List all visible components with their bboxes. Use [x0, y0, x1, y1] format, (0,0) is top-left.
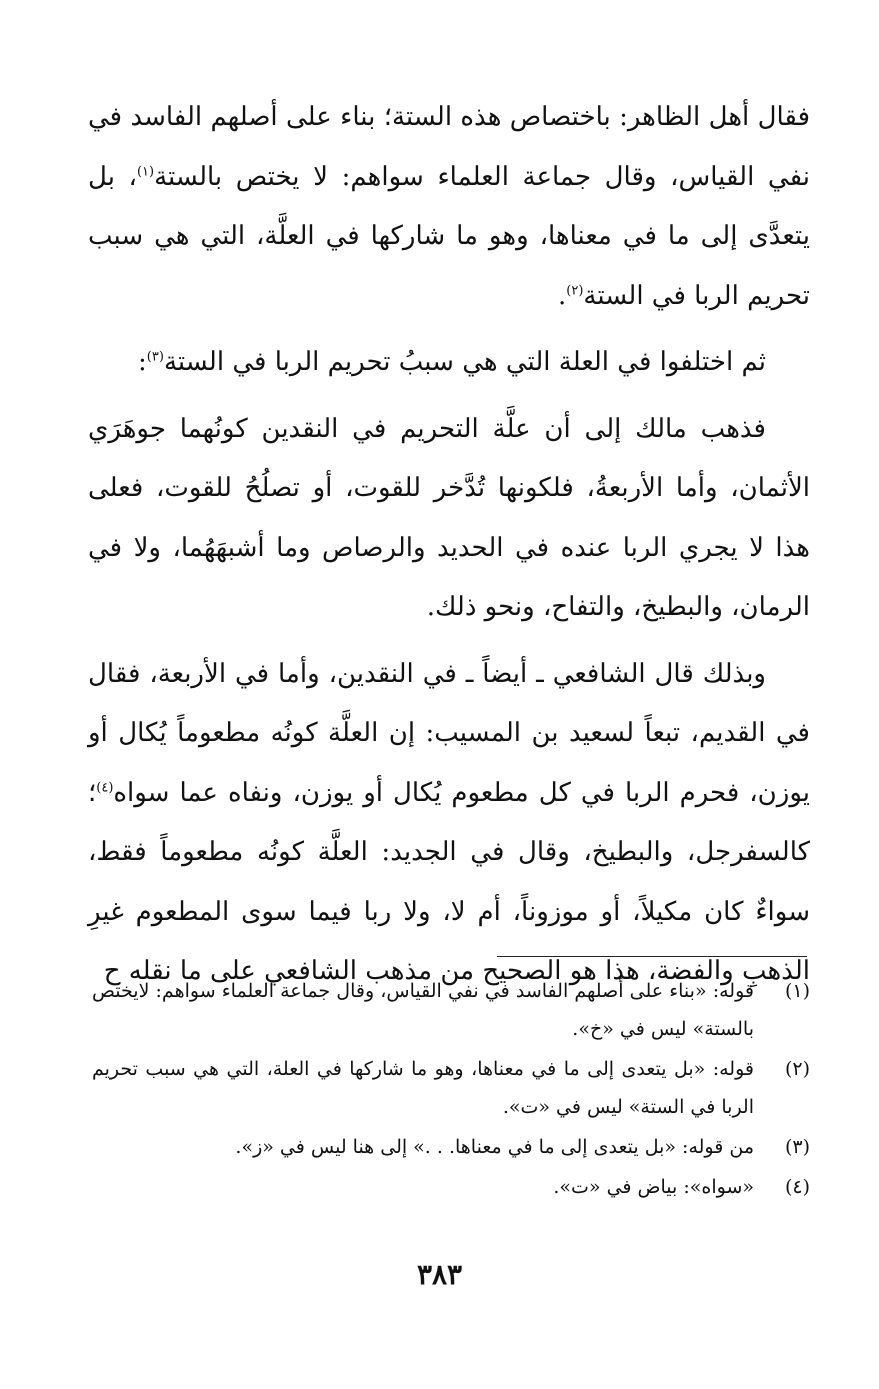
footnote-number: (٢) [784, 1058, 810, 1080]
paragraph-text: ثم اختلفوا في العلة التي هي سببُ تحريم الربا في الستة [163, 347, 766, 377]
footnote-number: (٣) [784, 1136, 810, 1158]
footnote-ref-1: (١) [136, 163, 155, 179]
page-number: ٣٨٣ [416, 1258, 463, 1291]
footnote-4 [92, 1168, 810, 1206]
footnote-separator [497, 956, 807, 957]
paragraph-text: : [138, 347, 147, 377]
footnote-text: من قوله: «بل يتعدى إلى ما في معناها. . .» إلى هنا ليس في «ز». [235, 1136, 754, 1158]
paragraph-1 [88, 88, 810, 326]
footnote-number: (١) [784, 980, 810, 1002]
footnote-ref-3: (٣) [146, 349, 164, 365]
paragraph-text: فذهب مالك إلى أن علَّة التحريم في النقدين كونُهما جوهَرَي الأثمان، وأما الأربعةُ، فلكونها تُدَّخر للقوت، أو تصلُحُ للقوت، فعلى هذا لا يجري الربا عنده في الحديد والرصاص وما أشبهَهُما، ولا في الرمان، والبطيخ، والتفاح، ونحو ذلك. [88, 413, 811, 622]
footnote-text: قوله: «بل يتعدى إلى ما في معناها، وهو ما شاركها في العلة، التي هي سبب تحريم الربا في الستة» ليس في «ت». [92, 1058, 754, 1118]
paragraph-text: . [558, 280, 567, 311]
paragraph-text: ؛ كالسفرجل، والبطيخ، وقال في الجديد: العلَّة كونُه مطعوماً فقط، سواءٌ كان مكيلاً، أو موزوناً، أم لا، ولا ربا فيما سوى المطعوم غيرِ الذهبِ والفضة، هذا هو الصحيح من مذهب الشافعي على ما نقله ح [88, 777, 810, 986]
footnote-number: (٤) [784, 1176, 810, 1198]
paragraph-3 [88, 400, 810, 638]
footnote-1 [92, 972, 810, 1048]
footnote-2 [92, 1050, 810, 1126]
footnote-ref-4: (٤) [96, 779, 114, 795]
paragraph-text: ، بل يتعدَّى إلى ما في معناها، وهو ما شاركها في العلَّة، التي هي سبب تحريم الربا في الستة [88, 161, 810, 311]
paragraph-4 [88, 645, 810, 1002]
footnotes [92, 972, 810, 1208]
footnote-3 [92, 1128, 810, 1166]
paragraph-text: فقال أهل الظاهر: باختصاص هذه الستة؛ بناء على أصلهم الفاسد في نفي القياس، وقال جماعة العلماء سواهم: لا يختص بالستة [88, 102, 810, 192]
footnote-ref-2: (٢) [566, 282, 584, 298]
footnote-text: «سواه»: بياض في «ت». [553, 1176, 754, 1198]
footnote-text: قوله: «بناء على أصلهم الفاسد في نفي القياس، وقال جماعة العلماء سواهم: لايختص بالستة» ليس في «خ». [92, 980, 754, 1040]
paragraph-text: وبذلك قال الشافعي ـ أيضاً ـ في النقدين، وأما في الأربعة، فقال في القديم، تبعاً لسعيد بن المسيب: إن العلَّة كونُه مطعوماً يُكال أو يوزن، فحرم الربا في كل مطعوم يُكال أو يوزن، ونفاه عما سواه [88, 658, 810, 808]
paragraph-2 [88, 333, 810, 393]
main-text [88, 88, 810, 1002]
